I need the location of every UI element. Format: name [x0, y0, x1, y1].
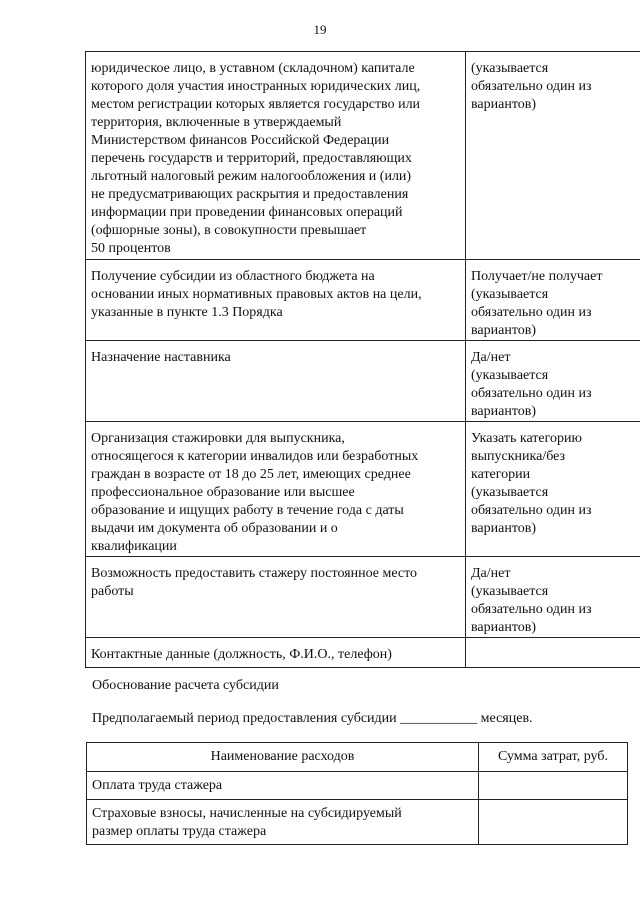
criterion-cell [86, 52, 466, 260]
value-cell [466, 422, 640, 557]
table-row [86, 557, 640, 638]
criterion-text: Организация стажировки для выпускника, относящегося к категории инвалидов или безработных граждан в возрасте от 18 до 25 лет, имеющих среднее профессиональное образование или высшее образование и ищущих работу в течение года с даты выдачи им документа об образовании и о квалификации [91, 431, 419, 554]
value-text: Получает/не получает (указывается обязательно один из вариантов) [471, 269, 603, 338]
expense-name-cell [87, 800, 479, 845]
table-header-row [87, 743, 628, 772]
criterion-cell [86, 260, 466, 341]
section-title: Обоснование расчета субсидии [92, 678, 279, 693]
expense-name-cell [87, 772, 479, 800]
table-row [87, 772, 628, 800]
criterion-text: Назначение наставника [91, 350, 231, 365]
table-row [86, 638, 640, 668]
table-row [86, 260, 640, 341]
value-cell [466, 260, 640, 341]
criteria-table [85, 51, 640, 668]
expense-amount-cell [479, 800, 628, 845]
page-number: 19 [313, 22, 327, 37]
table-row [86, 341, 640, 422]
criterion-text: Возможность предоставить стажеру постоянное место работы [91, 566, 418, 599]
table-row [86, 52, 640, 260]
criterion-cell [86, 422, 466, 557]
expense-name: Оплата труда стажера [92, 778, 223, 793]
value-cell [466, 52, 640, 260]
value-cell [466, 557, 640, 638]
header-amount: Сумма затрат, руб. [479, 743, 628, 772]
criterion-cell [86, 638, 466, 668]
expenses-table [86, 742, 628, 845]
period-line: Предполагаемый период предоставления субсидии ___________ месяцев. [92, 711, 533, 726]
table-row [86, 422, 640, 557]
criterion-text: Получение субсидии из областного бюджета на основании иных нормативных правовых актов на цели, указанные в пункте 1.3 Порядка [91, 269, 422, 320]
criterion-cell [86, 341, 466, 422]
value-cell [466, 638, 640, 668]
table-row [87, 800, 628, 845]
criterion-text: юридическое лицо, в уставном (складочном) капитале которого доля участия иностранных юридических лиц, местом регистрации которых является государство или территория, включенные в утверждаемый Министерством финансов Российской Федерации перечень государств и территорий, предоставляющих льготный налоговый режим налогообложения и (или) не предусматривающих раскрытия и предоставления информации при проведении финансовых операций (офшорные зоны), в совокупности превышает 50 процентов [91, 61, 421, 256]
criterion-cell [86, 557, 466, 638]
expense-amount-cell [479, 772, 628, 800]
value-text: Да/нет (указывается обязательно один из вариантов) [471, 350, 592, 419]
value-text: Да/нет (указывается обязательно один из вариантов) [471, 566, 592, 635]
expense-name: Страховые взносы, начисленные на субсидируемый размер оплаты труда стажера [92, 806, 402, 839]
criterion-text: Контактные данные (должность, Ф.И.О., телефон) [91, 647, 392, 662]
header-name: Наименование расходов [87, 743, 479, 772]
value-text: Указать категорию выпускника/без категории (указывается обязательно один из вариантов) [471, 431, 592, 536]
value-cell [466, 341, 640, 422]
value-text: (указывается обязательно один из вариантов) [471, 61, 592, 112]
